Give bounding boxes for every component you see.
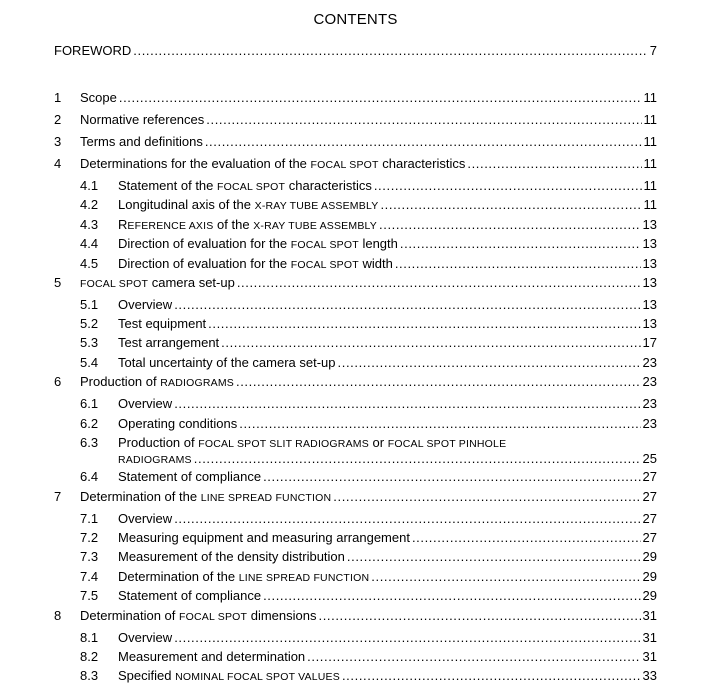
toc-entry-7[interactable]	[54, 489, 657, 509]
toc-entry-4-1[interactable]	[80, 178, 657, 198]
toc-entry-8-1[interactable]	[80, 630, 657, 650]
toc-page-number: 25	[642, 451, 657, 466]
toc-text-part: Determination of the	[80, 489, 201, 504]
toc-entry-label	[118, 511, 172, 527]
toc-page-number: 27	[642, 469, 657, 484]
leader-dots	[333, 489, 640, 505]
toc-entry-label	[118, 588, 261, 604]
toc-section-number: 3	[54, 134, 62, 149]
toc-page-number: 29	[642, 549, 657, 564]
toc-text-part: Test equipment	[118, 316, 207, 331]
toc-entry-label	[118, 630, 172, 646]
leader-dots	[342, 668, 641, 684]
leader-dots	[374, 178, 642, 194]
toc-text-part: Statement of the	[118, 178, 218, 193]
toc-entry-label	[118, 236, 398, 253]
toc-entry-label	[118, 569, 369, 586]
leader-dots	[237, 275, 641, 291]
toc-text-part: Production of	[80, 374, 161, 389]
toc-page-number: 27	[642, 511, 657, 526]
toc-entry-label	[118, 197, 378, 214]
toc-entry-label	[118, 649, 305, 665]
toc-entry-label	[118, 451, 192, 468]
toc-text-part: Total uncertainty of the camera set-up	[118, 355, 336, 370]
toc-text-part: Overview	[118, 297, 173, 312]
toc-text-part: FOCAL SPOT	[179, 611, 248, 623]
toc-entry-label	[118, 316, 206, 332]
toc-text-part: FOCAL SPOT	[217, 181, 286, 193]
toc-section-number: 4.3	[80, 217, 99, 232]
toc-section-number: 1	[54, 90, 62, 105]
toc-section-number: 4	[54, 156, 62, 171]
toc-section-number: 7.3	[80, 549, 99, 564]
toc-section-number: 5.3	[80, 335, 99, 350]
toc-entry-label	[80, 608, 317, 625]
toc-entry-label	[80, 374, 234, 391]
leader-dots	[174, 297, 640, 313]
toc-text-part: or	[368, 435, 388, 450]
toc-text-part: NOMINAL FOCAL SPOT VALUES	[175, 671, 340, 683]
toc-text-part: RADIOGRAMS	[118, 454, 192, 466]
toc-page-number: 13	[642, 275, 657, 290]
toc-text-part: Measuring equipment and measuring arrangement	[118, 530, 410, 545]
leader-dots	[239, 416, 640, 432]
leader-dots	[221, 335, 640, 351]
toc-entry-2[interactable]	[54, 112, 657, 132]
toc-entry-8-3[interactable]	[80, 668, 657, 688]
toc-page-number: 23	[642, 374, 657, 389]
leader-dots	[194, 451, 641, 467]
leader-dots	[236, 374, 641, 390]
leader-dots	[208, 316, 640, 332]
leader-dots	[347, 549, 641, 565]
toc-page-number: 11	[643, 134, 657, 149]
toc-entry-5-3[interactable]	[80, 335, 657, 355]
toc-text-part: LINE SPREAD FUNCTION	[200, 492, 332, 504]
toc-entry-label	[118, 335, 219, 351]
toc-entry-label	[118, 178, 372, 195]
toc-text-part: length	[358, 236, 398, 251]
toc-page-number: 13	[642, 236, 657, 251]
toc-text-part: EFERENCE AXIS	[127, 220, 214, 232]
toc-text-part: Overview	[118, 630, 173, 645]
toc-section-number: 8.1	[80, 630, 99, 645]
toc-text-part: X-RAY TUBE ASSEMBLY	[254, 200, 379, 212]
toc-page-number: 29	[642, 588, 657, 603]
toc-text-part: Determination of the	[118, 569, 239, 584]
toc-text-part: FOCAL SPOT	[80, 278, 149, 290]
toc-text-part: Production of	[118, 435, 199, 450]
toc-page-number: 31	[642, 630, 657, 645]
toc-section-number: 5.1	[80, 297, 99, 312]
toc-entry-label	[118, 549, 345, 565]
toc-text-part: Operating conditions	[118, 416, 238, 431]
page-title: CONTENTS	[313, 11, 398, 28]
toc-section-number: 6.3	[80, 435, 99, 450]
leader-dots	[205, 134, 642, 150]
toc-page-number: 13	[642, 316, 657, 331]
toc-text-part: Specified	[118, 668, 176, 683]
leader-dots	[412, 530, 641, 546]
leader-dots	[174, 630, 640, 646]
toc-text-part: FOCAL SPOT	[310, 159, 379, 171]
leader-dots	[263, 588, 640, 604]
toc-section-number: 4.2	[80, 197, 99, 212]
toc-text-part: FOCAL SPOT SLIT RADIOGRAMS	[198, 438, 369, 450]
toc-section-number: 4.1	[80, 178, 99, 193]
toc-text-part: Statement of compliance	[118, 469, 262, 484]
toc-text-part: FOCAL SPOT PINHOLE	[387, 438, 507, 450]
toc-entry-label	[80, 275, 235, 292]
toc-entry-4-3[interactable]	[80, 217, 657, 237]
toc-section-number: 7.1	[80, 511, 99, 526]
toc-page-number: 13	[642, 217, 657, 232]
toc-text-part: Overview	[118, 511, 173, 526]
toc-text-part: Determination of	[80, 608, 179, 623]
toc-section-number: 5.2	[80, 316, 99, 331]
toc-entry-label	[118, 530, 410, 546]
toc-section-number: 8	[54, 608, 62, 623]
toc-text-part: FOCAL SPOT	[290, 259, 359, 271]
toc-entry-6-1[interactable]	[80, 396, 657, 416]
toc-section-number: 6	[54, 374, 62, 389]
toc-entry-4-4[interactable]	[80, 236, 657, 256]
leader-dots	[319, 608, 641, 624]
toc-text-part: Normative references	[80, 112, 205, 127]
toc-page-number: 29	[642, 569, 657, 584]
toc-page-number: 33	[642, 668, 657, 683]
toc-section-number: 7.5	[80, 588, 99, 603]
toc-section-number: 8.2	[80, 649, 99, 664]
toc-entry-7-3[interactable]	[80, 549, 657, 569]
toc-entry-label	[118, 256, 393, 273]
toc-entry-foreword[interactable]	[54, 43, 657, 63]
toc-page-number: 17	[642, 335, 657, 350]
toc-entry-7-5[interactable]	[80, 588, 657, 608]
toc-text-part: Direction of evaluation for the	[118, 256, 291, 271]
toc-section-number: 4.4	[80, 236, 99, 251]
toc-page-number: 13	[642, 297, 657, 312]
leader-dots	[380, 197, 641, 213]
toc-entry-7-4[interactable]	[80, 569, 657, 589]
toc-page-number: 23	[642, 355, 657, 370]
toc-section-number: 2	[54, 112, 62, 127]
toc-section-number: 7.4	[80, 569, 99, 584]
toc-text-part: Measurement of the density distribution	[118, 549, 345, 564]
toc-text-part: dimensions	[247, 608, 317, 623]
toc-page-number: 11	[643, 197, 657, 212]
leader-dots	[395, 256, 641, 272]
toc-page-number: 31	[642, 649, 657, 664]
toc-entry-8-2[interactable]	[80, 649, 657, 669]
toc-text-part: Measurement and determination	[118, 649, 306, 664]
toc-text-part: Terms and definitions	[80, 134, 203, 149]
toc-text-part: of the	[213, 217, 254, 232]
leader-dots	[371, 569, 640, 585]
leader-dots	[174, 511, 640, 527]
toc-section-number: 7	[54, 489, 62, 504]
toc-entry-6[interactable]	[54, 374, 657, 394]
toc-section-number: 6.1	[80, 396, 99, 411]
toc-page-number: 11	[643, 90, 657, 105]
leader-dots	[379, 217, 641, 233]
toc-section-number: 6.4	[80, 469, 99, 484]
toc-entry-3[interactable]	[54, 134, 657, 154]
toc-text-part: X-RAY TUBE ASSEMBLY	[253, 220, 378, 232]
toc-text-part: Scope	[80, 90, 117, 105]
toc-entry-label	[80, 489, 331, 506]
toc-section-number: 7.2	[80, 530, 99, 545]
toc-text-part: Test arrangement	[118, 335, 220, 350]
toc-text-part: R	[118, 217, 128, 232]
toc-section-number: 5.4	[80, 355, 99, 370]
toc-entry-label	[118, 396, 172, 412]
toc-section-number: 6.2	[80, 416, 99, 431]
leader-dots	[119, 90, 642, 106]
toc-text-part: width	[358, 256, 393, 271]
toc-entry-label	[80, 156, 465, 173]
toc-section-number: 4.5	[80, 256, 99, 271]
toc-entry-6-2[interactable]	[80, 416, 657, 436]
leader-dots	[307, 649, 640, 665]
toc-entry-1[interactable]	[54, 90, 657, 110]
toc-page-number: 11	[643, 156, 657, 171]
toc-entry-label	[118, 217, 377, 234]
toc-text-part: FOCAL SPOT	[290, 239, 359, 251]
toc-entry-4-5[interactable]	[80, 256, 657, 276]
toc-entry-5-1[interactable]	[80, 297, 657, 317]
toc-text-part: Statement of compliance	[118, 588, 262, 603]
toc-text-part: Determinations for the evaluation of the	[80, 156, 311, 171]
toc-text-part: Longitudinal axis of the	[118, 197, 255, 212]
toc-text-part: characteristics	[285, 178, 372, 193]
leader-dots	[174, 396, 640, 412]
toc-entry-6-3[interactable]	[80, 451, 657, 471]
toc-text-part: characteristics	[378, 156, 466, 171]
toc-page-number: 27	[642, 530, 657, 545]
toc-section-number: 5	[54, 275, 62, 290]
toc-page-number: 11	[643, 112, 657, 127]
toc-page-number: 31	[642, 608, 657, 623]
toc-text-part: Overview	[118, 396, 173, 411]
toc-entry-5[interactable]	[54, 275, 657, 295]
toc-page-number: 13	[642, 256, 657, 271]
toc-entry-6-4[interactable]	[80, 469, 657, 489]
leader-dots	[338, 355, 641, 371]
toc-entry-label	[80, 90, 117, 106]
toc-entry-wrap-line	[118, 435, 506, 452]
toc-entry-4[interactable]	[54, 156, 657, 176]
toc-page-number: 23	[642, 416, 657, 431]
toc-entry-label	[80, 134, 203, 150]
toc-entry-7-1[interactable]	[80, 511, 657, 531]
toc-entry-7-2[interactable]	[80, 530, 657, 550]
toc-page-number: 7	[649, 43, 657, 58]
toc-page-number: 11	[643, 178, 657, 193]
toc-entry-label	[118, 416, 237, 432]
toc-entry-label	[118, 355, 336, 371]
toc-entry-4-2[interactable]	[80, 197, 657, 217]
toc-text-part: camera set-up	[148, 275, 235, 290]
leader-dots	[467, 156, 641, 172]
toc-entry-label: FOREWORD	[54, 43, 132, 58]
toc-section-number: 8.3	[80, 668, 99, 683]
toc-page-number: 23	[642, 396, 657, 411]
toc-entry-5-4[interactable]	[80, 355, 657, 375]
toc-entry-5-2[interactable]	[80, 316, 657, 336]
leader-dots	[133, 43, 647, 59]
leader-dots	[400, 236, 641, 252]
toc-text-part: LINE SPREAD FUNCTION	[238, 572, 370, 584]
leader-dots	[263, 469, 640, 485]
toc-entry-label	[80, 112, 204, 128]
toc-text-part: RADIOGRAMS	[160, 377, 234, 389]
toc-entry-label	[118, 668, 340, 685]
toc-page-number: 27	[642, 489, 657, 504]
toc-entry-8[interactable]	[54, 608, 657, 628]
toc-entry-label	[118, 469, 261, 485]
toc-entry-label	[118, 297, 172, 313]
leader-dots	[206, 112, 641, 128]
toc-text-part: Direction of evaluation for the	[118, 236, 291, 251]
